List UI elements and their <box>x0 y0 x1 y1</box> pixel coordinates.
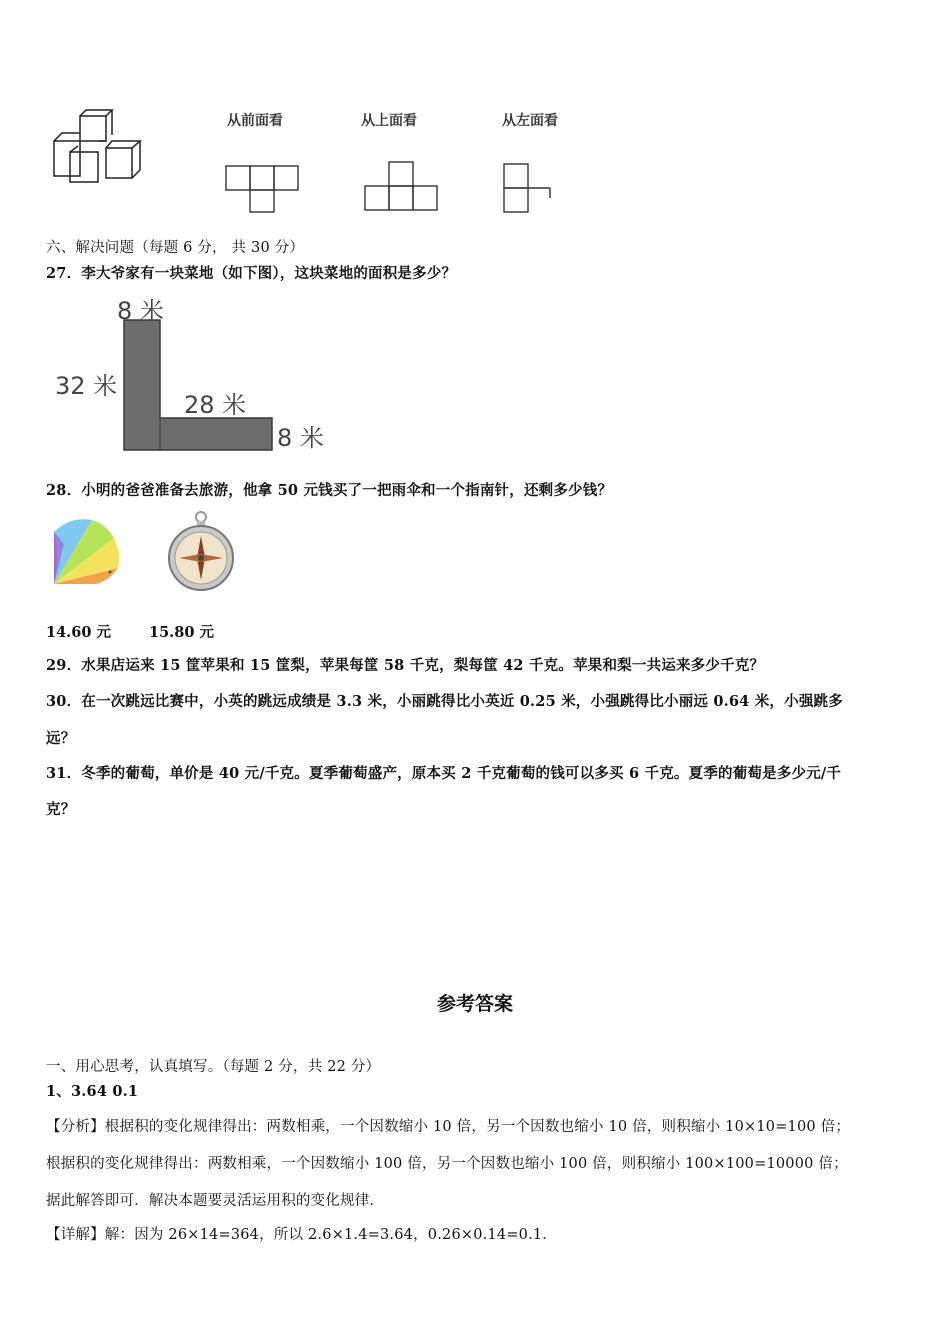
left-view-label: 从左面看 <box>502 113 558 129</box>
q31-text-line1: 31．冬季的葡萄，单价是 40 元/千克。夏季葡萄盛产，原本买 2 千克葡萄的钱可以多买 6 千克。夏季的葡萄是多少元/千 <box>46 765 842 782</box>
answers-title: 参考答案 <box>436 993 513 1015</box>
compass-price: 15.80 元 <box>149 624 214 641</box>
q29-text: 29．水果店运来 15 筐苹果和 15 筐梨，苹果每筐 58 千克，梨每筐 42 千克。苹果和梨一共运来多少千克？ <box>46 657 765 674</box>
plot-label-right: 8 米 <box>277 424 324 452</box>
top-view-figure <box>361 160 441 216</box>
answers-section1-heading: 一、用心思考，认真填写。（每题 2 分，共 22 分） <box>46 1059 381 1075</box>
answer-1: 1、3.64 0.1 <box>46 1083 139 1100</box>
q28-text: 28．小明的爸爸准备去旅游，他拿 50 元钱买了一把雨伞和一个指南针，还剩多少钱？ <box>46 482 613 499</box>
front-view-label: 从前面看 <box>227 113 283 129</box>
left-view-figure <box>500 160 560 216</box>
cube-assembly-figure <box>48 108 148 188</box>
plot-label-left: 32 米 <box>55 372 118 400</box>
section6-heading: 六、解决问题（每题 6 分， 共 30 分） <box>46 240 305 256</box>
analysis-line-2: 根据积的变化规律得出：两数相乘，一个因数缩小 100 倍，另一个因数也缩小 100 倍，则积缩小 100×100=10000 倍； <box>46 1156 848 1172</box>
plot-label-top: 8 米 <box>117 297 164 325</box>
q30-text-line1: 30．在一次跳远比赛中，小英的跳远成绩是 3.3 米，小丽跳得比小英近 0.25 米，小强跳得比小丽远 0.64 米，小强跳多 <box>46 693 843 710</box>
q31-text-line2: 克？ <box>46 801 76 818</box>
umbrella-image <box>50 514 125 588</box>
analysis-line-1: 【分析】根据积的变化规律得出：两数相乘，一个因数缩小 10 倍，另一个因数也缩小 10 倍，则积缩小 10×10=100 倍； <box>46 1119 851 1135</box>
plot-label-mid: 28 米 <box>184 391 247 419</box>
analysis-line-3: 据此解答即可．解决本题要灵活运用积的变化规律． <box>46 1193 385 1209</box>
detail-line: 【详解】解：因为 26×14=364，所以 2.6×1.4=3.64，0.26×0.14=0.1． <box>46 1227 558 1243</box>
top-view-label: 从上面看 <box>361 113 417 129</box>
q30-text-line2: 远？ <box>46 730 76 747</box>
compass-image <box>166 510 236 592</box>
front-view-figure <box>224 160 304 216</box>
umbrella-price: 14.60 元 <box>46 624 111 641</box>
q27-text: 27．李大爷家有一块菜地（如下图），这块菜地的面积是多少？ <box>46 265 457 282</box>
